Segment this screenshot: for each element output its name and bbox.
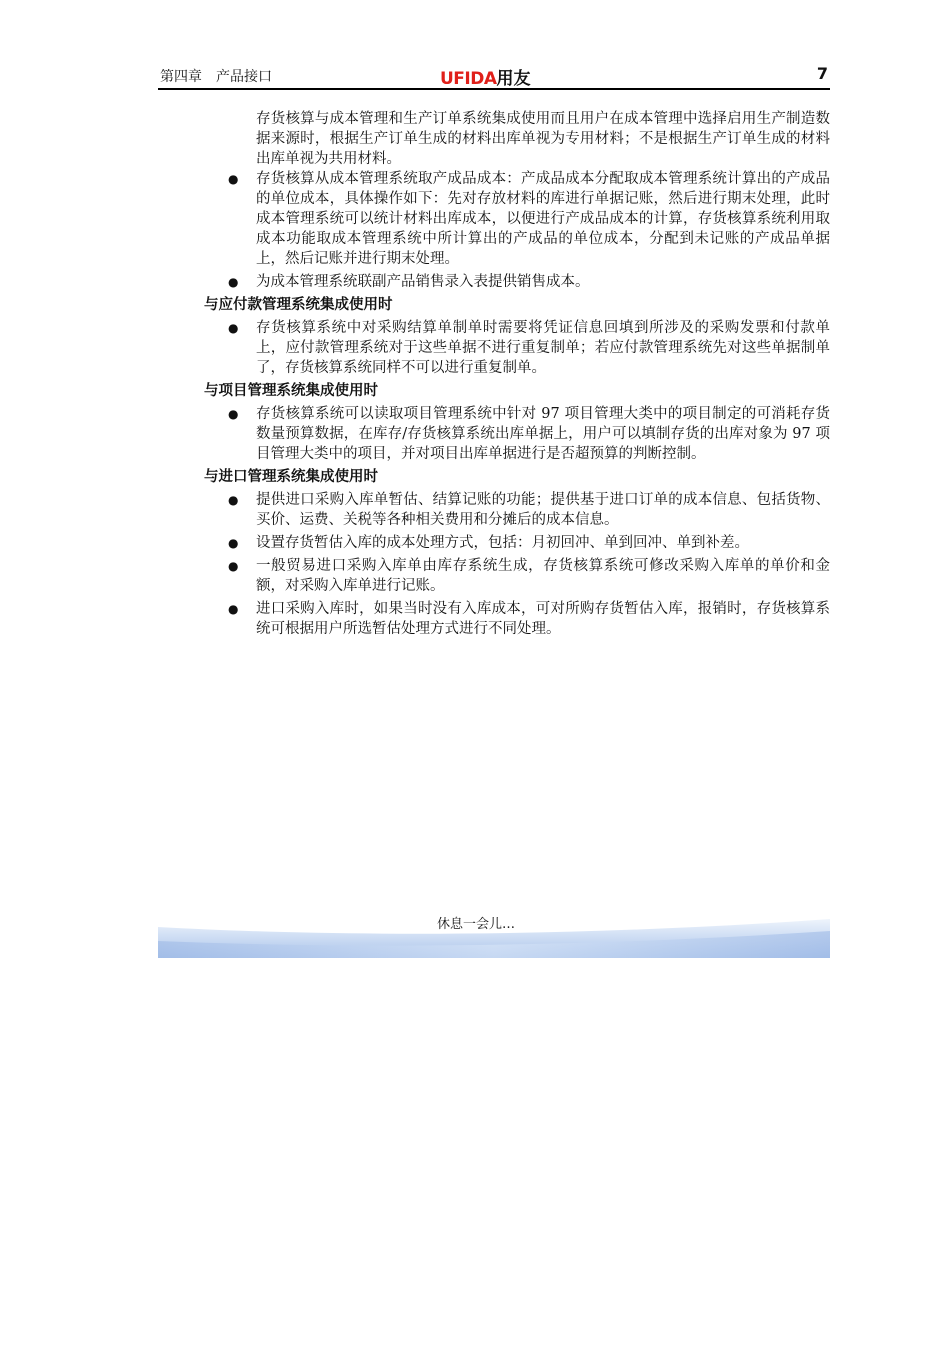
bullet-icon: ● (228, 602, 239, 616)
list-item (204, 404, 830, 464)
bullet-icon: ● (228, 407, 239, 421)
list-item-text: 设置存货暂估入库的成本处理方式，包括：月初回冲、单到回冲、单到补差。 (256, 535, 749, 551)
logo-text-en: UFIDA (440, 69, 497, 89)
section-heading-import: 与进口管理系统集成使用时 (204, 469, 378, 485)
bullet-icon: ● (228, 493, 239, 507)
list-item-text: 提供进口采购入库单暂估、结算记账的功能；提供基于进口订单的成本信息、包括货物、买价、运费、关税等各种相关费用和分摊后的成本信息。 (256, 492, 830, 528)
list-item (204, 533, 830, 553)
bullet-icon: ● (228, 275, 239, 289)
bullet-icon: ● (228, 172, 239, 186)
list-item-text: 进口采购入库时，如果当时没有入库成本，可对所购存货暂估入库，报销时，存货核算系统可根据用户所选暂估处理方式进行不同处理。 (256, 601, 830, 637)
bullet-list-top (204, 169, 830, 292)
chapter-title: 第四章 产品接口 (160, 69, 272, 85)
footer-caption: 休息一会儿… (436, 917, 515, 932)
section-heading-payables: 与应付款管理系统集成使用时 (204, 297, 393, 313)
intro-paragraph: 存货核算与成本管理和生产订单系统集成使用而且用户在成本管理中选择启用生产制造数据来源时，根据生产订单生成的材料出库单视为专用材料；不是根据生产订单生成的材料出库单视为共用材料。 (256, 111, 830, 167)
list-item-text: 一般贸易进口采购入库单由库存系统生成，存货核算系统可修改采购入库单的单价和金额，对采购入库单进行记账。 (256, 558, 830, 594)
page-header (158, 62, 830, 90)
page-body (204, 109, 830, 642)
bullet-icon: ● (228, 536, 239, 550)
list-item (204, 490, 830, 530)
list-item (204, 169, 830, 269)
bullet-list-project (204, 404, 830, 464)
bullet-list-import (204, 490, 830, 639)
list-item-text: 存货核算从成本管理系统取产成品成本：产成品成本分配取成本管理系统计算出的产成品的单位成本，具体操作如下：先对存放材料的库进行单据记账，然后进行期末处理，此时成本管理系统可以统计材料出库成本，以便进行产成品成本的计算，存货核算系统利用取成本功能取成本管理系统中所计算出的产成品的单位成本，分配到未记账的产成品单据上，然后记账并进行期末处理。 (256, 171, 830, 267)
list-item-text: 存货核算系统可以读取项目管理系统中针对 97 项目管理大类中的项目制定的可消耗存货数量预算数据，在库存/存货核算系统出库单据上，用户可以填制存货的出库对象为 97 项目管理大类中的项目，并对项目出库单据进行是否超预算的判断控制。 (256, 406, 830, 462)
list-item (204, 556, 830, 596)
bullet-icon: ● (228, 321, 239, 335)
bullet-list-payables (204, 318, 830, 378)
ufida-logo (440, 64, 531, 89)
bullet-icon: ● (228, 559, 239, 573)
list-item (204, 272, 830, 292)
section-heading-project: 与项目管理系统集成使用时 (204, 383, 378, 399)
list-item (204, 599, 830, 639)
page-number: 7 (816, 64, 828, 83)
logo-text-zh: 用友 (496, 69, 531, 89)
list-item-text: 存货核算系统中对采购结算单制单时需要将凭证信息回填到所涉及的采购发票和付款单上，应付款管理系统对于这些单据不进行重复制单；若应付款管理系统先对这些单据制单了，存货核算系统同样不可以进行重复制单。 (256, 320, 830, 376)
list-item-text: 为成本管理系统联副产品销售录入表提供销售成本。 (256, 274, 590, 290)
list-item (204, 318, 830, 378)
